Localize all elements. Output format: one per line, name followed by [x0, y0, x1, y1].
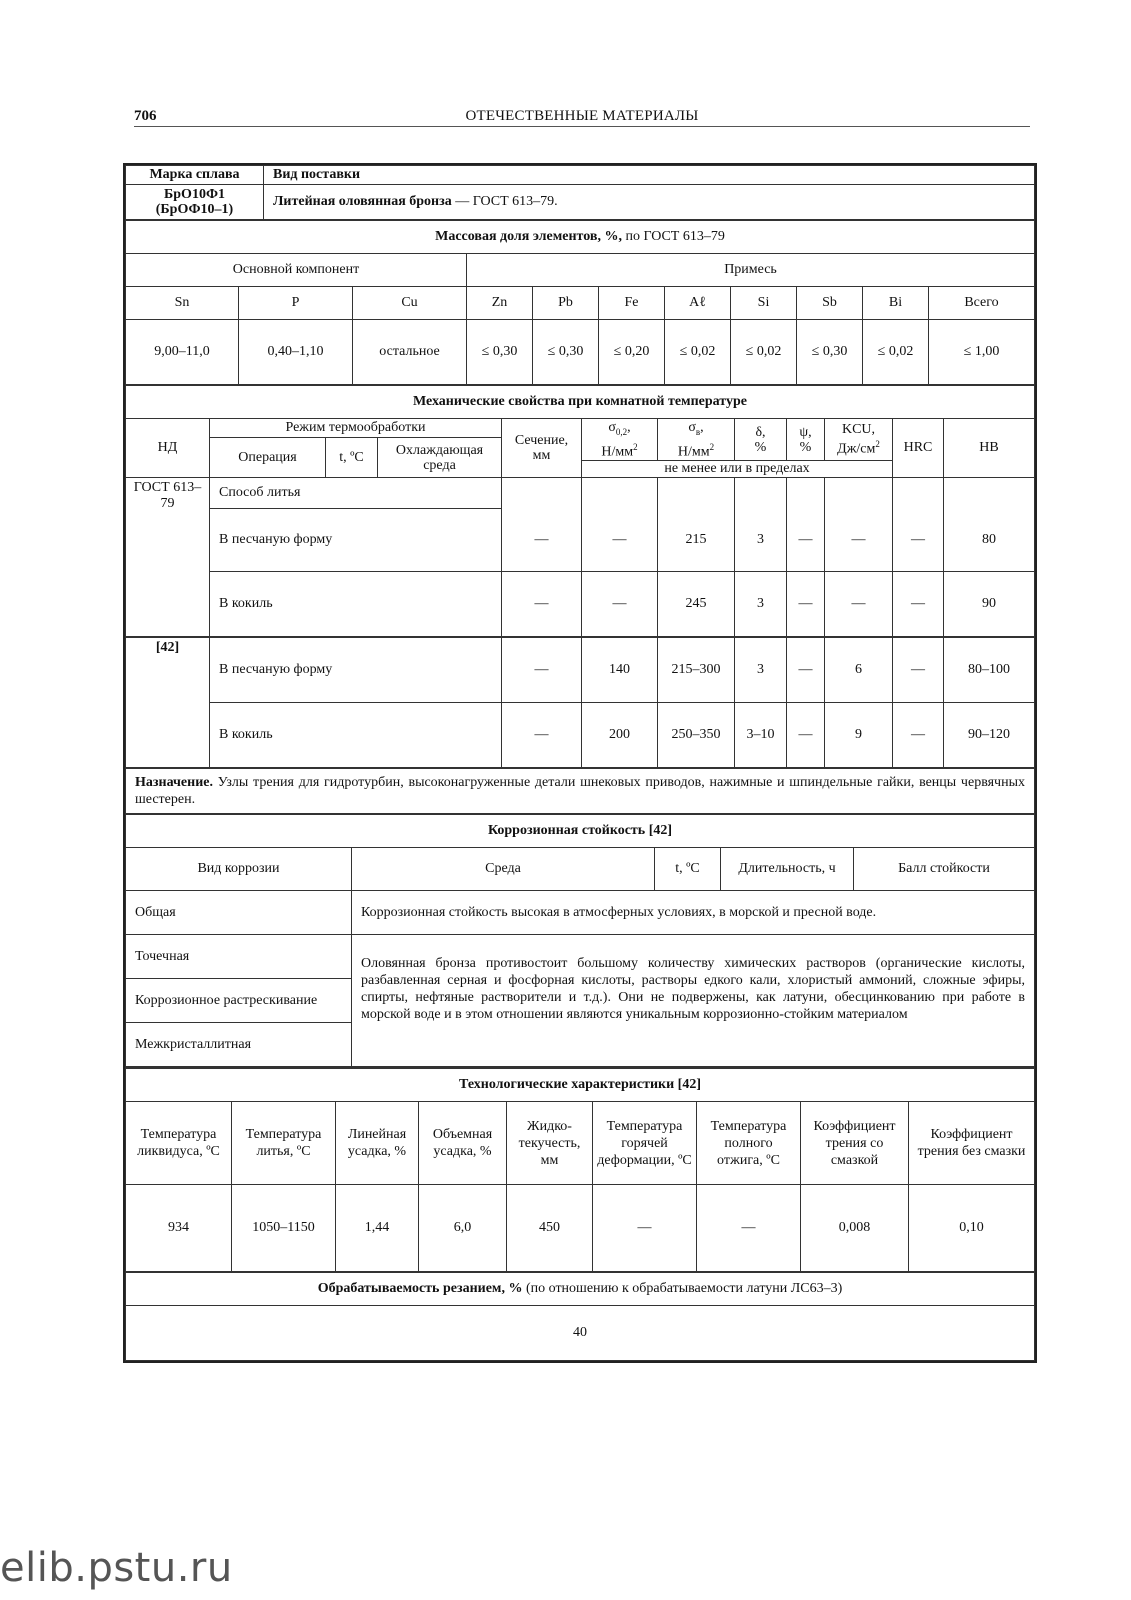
- corrosion-type: Коррозионное растрескивание: [126, 979, 352, 1023]
- element-value: ≤ 0,02: [731, 320, 797, 385]
- tech-header: Жидко-текучесть, мм: [507, 1102, 593, 1185]
- supply-type-bold: Литейная оловянная бронза: [273, 194, 452, 209]
- tech-value: 1050–1150: [232, 1185, 336, 1272]
- tech-value: 6,0: [419, 1185, 507, 1272]
- medium-text-1: Коррозионная стойкость высокая в атмосферных условиях, в морской и пресной воде.: [352, 891, 1035, 935]
- section-header: [502, 419, 582, 478]
- element-header: Zn: [467, 287, 533, 320]
- nd-gost: ГОСТ 613–79: [126, 478, 210, 638]
- table-row: [126, 1185, 1035, 1272]
- tech-header: Температура горячей деформации, ºС: [593, 1102, 697, 1185]
- nd-ref: [42]: [126, 637, 210, 768]
- page-header: [134, 106, 1030, 127]
- element-value: ≤ 0,30: [467, 320, 533, 385]
- hb-header: HB: [944, 419, 1035, 478]
- watermark-text: elib.pstu.ru: [0, 1545, 233, 1591]
- element-header: Bi: [863, 287, 929, 320]
- composition-title: [126, 221, 1035, 254]
- medium-header: Среда: [352, 848, 655, 891]
- sigma02-header: $\sigma_{0,2}$, $Н/мм^2$: [582, 419, 658, 461]
- temperature-header: t, ºС: [326, 438, 378, 478]
- tech-header: Температура литья, ºС: [232, 1102, 336, 1185]
- composition-title-bold: Массовая доля элементов, %,: [435, 229, 622, 244]
- tech-header: Температура ликвидуса, ºС: [126, 1102, 232, 1185]
- grade-label: Марка сплава: [126, 166, 264, 185]
- element-header: P: [239, 287, 353, 320]
- corrosion-type: Межкристаллитная: [126, 1023, 352, 1067]
- tech-value: 934: [126, 1185, 232, 1272]
- element-header: Sn: [126, 287, 239, 320]
- element-header: Всего: [929, 287, 1035, 320]
- machinability-title: [126, 1273, 1035, 1306]
- element-header: Si: [731, 287, 797, 320]
- element-value: ≤ 1,00: [929, 320, 1035, 385]
- tech-value: —: [697, 1185, 801, 1272]
- kcu-header: KCU, $Дж/см^2$: [825, 419, 893, 461]
- tech-value: 0,10: [909, 1185, 1035, 1272]
- purpose-text: [126, 769, 1035, 814]
- element-value: 9,00–11,0: [126, 320, 239, 385]
- sigma02-symbol: σ: [608, 420, 616, 435]
- element-value: ≤ 0,30: [797, 320, 863, 385]
- grade-name-cell: [126, 185, 264, 220]
- psi-header: ψ, %: [787, 419, 825, 461]
- element-value: ≤ 0,20: [599, 320, 665, 385]
- corrosion-table: [125, 814, 1035, 1067]
- tech-value: —: [593, 1185, 697, 1272]
- element-value: ≤ 0,30: [533, 320, 599, 385]
- section-header-line1: Сечение,: [514, 433, 569, 449]
- duration-header: Длительность, ч: [721, 848, 854, 891]
- mechanical-title: Механические свойства при комнатной температуре: [126, 386, 1035, 419]
- table-row: [42] В песчаную форму — 140 215–300 3 — 6 — 80–100: [126, 637, 1035, 703]
- tech-value: 450: [507, 1185, 593, 1272]
- element-value: ≤ 0,02: [665, 320, 731, 385]
- page-number: 706: [134, 108, 157, 124]
- grade-table: [125, 165, 1035, 220]
- hrc-header: HRC: [893, 419, 944, 478]
- tech-header: Линейная усадка, %: [336, 1102, 419, 1185]
- grade-name: БрО10Ф1: [164, 187, 225, 202]
- element-header: Pb: [533, 287, 599, 320]
- casting-method-label: Способ литья: [210, 478, 502, 509]
- section-header-line2: мм: [532, 448, 551, 464]
- limits-header: не менее или в пределах: [582, 461, 893, 478]
- element-value: 0,40–1,10: [239, 320, 353, 385]
- main-component-label: Основной компонент: [126, 254, 467, 287]
- operation-header: Операция: [210, 438, 326, 478]
- table-row: В кокиль — 200 250–350 3–10 — 9 — 90–120: [126, 703, 1035, 768]
- element-header: Aℓ: [665, 287, 731, 320]
- cooling-header: Охлаждающая среда: [378, 438, 502, 478]
- tech-value: 0,008: [801, 1185, 909, 1272]
- material-sheet: [123, 163, 1037, 1363]
- machinability-value: 40: [126, 1306, 1035, 1361]
- sigma02-subscript: 0,2: [615, 426, 628, 437]
- corrosion-type-header: Вид коррозии: [126, 848, 352, 891]
- corrosion-title: Коррозионная стойкость [42]: [126, 815, 1035, 848]
- impurity-label: Примесь: [467, 254, 1035, 287]
- heat-treatment-header: Режим термообработки: [210, 419, 502, 438]
- supply-type-rest: — ГОСТ 613–79.: [451, 194, 558, 209]
- running-title: ОТЕЧЕСТВЕННЫЕ МАТЕРИАЛЫ: [465, 108, 699, 124]
- table-row: В кокиль — — 245 3 — — — 90: [126, 572, 1035, 638]
- tech-header: Коэффициент трения без смазки: [909, 1102, 1035, 1185]
- element-header: Sb: [797, 287, 863, 320]
- delta-header: δ, %: [735, 419, 787, 461]
- machinability-title-bold: Обрабатываемость резанием, %: [317, 1281, 523, 1297]
- sigmab-unit: Н/мм: [677, 444, 710, 460]
- corrosion-type: Общая: [126, 891, 352, 935]
- purpose-body: Узлы трения для гидротурбин, высоконагруженные детали шнековых приводов, нажимные и шпиндельные гайки, венцы червячных шестерен.: [135, 775, 1025, 808]
- element-header: Cu: [353, 287, 467, 320]
- element-value: остальное: [353, 320, 467, 385]
- corrosion-type: Точечная: [126, 935, 352, 979]
- supply-label: Вид поставки: [264, 166, 1035, 185]
- score-header: Балл стойкости: [854, 848, 1035, 891]
- element-header: Fe: [599, 287, 665, 320]
- technology-table: [125, 1067, 1035, 1272]
- medium-text-2: Оловянная бронза противостоит большому количеству химических растворов (органические кислоты, разбавленная серная и фосфорная кислоты, растворы едкого кали, хлористый аммоний, сложные эфиры, спирты, нефтяные растворители и т.д.). Они не подвержены, как латуни, обесцинкованию при работе в морской воде и в этом отношении являются уникальным коррозионно-стойким материалом: [352, 935, 1035, 1067]
- tech-header: Температура полного отжига, ºС: [697, 1102, 801, 1185]
- tech-header: Объемная усадка, %: [419, 1102, 507, 1185]
- tech-value: 1,44: [336, 1185, 419, 1272]
- sigma02-unit: Н/мм: [601, 444, 634, 460]
- nd-header: НД: [126, 419, 210, 478]
- element-value: ≤ 0,02: [863, 320, 929, 385]
- technology-title: Технологические характеристики [42]: [126, 1068, 1035, 1102]
- mechanical-table: [125, 385, 1035, 768]
- grade-alt-name: (БрОФ10–1): [155, 202, 234, 217]
- machinability-title-rest: (по отношению к обрабатываемости латуни ЛС63–3): [522, 1281, 843, 1297]
- sigmab-header: $\sigma_в$, $Н/мм^2$: [658, 419, 735, 461]
- supply-type: [264, 185, 1035, 220]
- composition-table: [125, 220, 1035, 385]
- purpose-label: Назначение.: [135, 775, 213, 791]
- corrosion-temp-header: t, ºС: [655, 848, 721, 891]
- sigmab-subscript: в: [695, 426, 701, 437]
- composition-title-rest: по ГОСТ 613–79: [621, 229, 725, 244]
- sigmab-symbol: σ: [688, 420, 696, 435]
- purpose-table: [125, 768, 1035, 814]
- machinability-table: [125, 1272, 1035, 1361]
- tech-header: Коэффициент трения со смазкой: [801, 1102, 909, 1185]
- table-row: В песчаную форму — — 215 3 — — — 80: [126, 509, 1035, 572]
